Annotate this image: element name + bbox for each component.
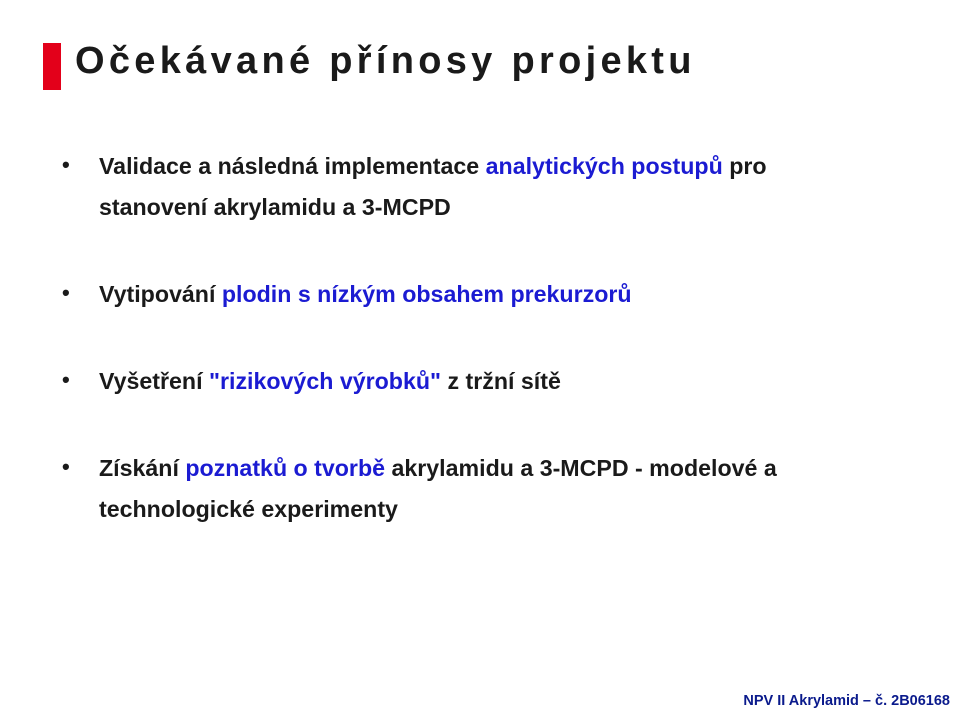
slide-footer: NPV II Akrylamid – č. 2B06168 bbox=[743, 693, 950, 709]
slide-title: Očekávané přínosy projektu bbox=[75, 40, 696, 82]
bullet-1-segment-2: analytických postupů bbox=[485, 153, 723, 179]
bullet-3-segment-2: "rizikových výrobků" bbox=[208, 368, 442, 394]
bullet-4-segment-3: akrylamidu a 3-MCPD - modelové a technologické experimenty bbox=[99, 455, 777, 522]
bullet-dot: • bbox=[62, 280, 70, 305]
title-accent-bar bbox=[43, 43, 61, 90]
bullet-dot: • bbox=[62, 152, 70, 177]
bullet-3-segment-3: z tržní sítě bbox=[441, 368, 561, 394]
bullet-text-2 bbox=[99, 274, 879, 315]
bullet-text-3 bbox=[99, 361, 879, 402]
bullet-1-segment-1: Validace a následná implementace bbox=[99, 153, 486, 179]
bullet-3-segment-1: Vyšetření bbox=[99, 368, 209, 394]
bullet-1-segment-3: pro stanovení akrylamidu a 3-MCPD bbox=[99, 153, 767, 220]
bullet-dot: • bbox=[62, 367, 70, 392]
bullet-2-segment-1: Vytipování bbox=[99, 281, 222, 307]
bullet-2-segment-2: plodin s nízkým obsahem prekurzorů bbox=[221, 281, 632, 307]
bullet-text-1 bbox=[99, 146, 879, 227]
bullet-text-4 bbox=[99, 448, 879, 529]
bullet-dot: • bbox=[62, 454, 70, 479]
bullet-4-segment-2: poznatků o tvorbě bbox=[185, 455, 386, 481]
bullet-4-segment-1: Získání bbox=[99, 455, 186, 481]
